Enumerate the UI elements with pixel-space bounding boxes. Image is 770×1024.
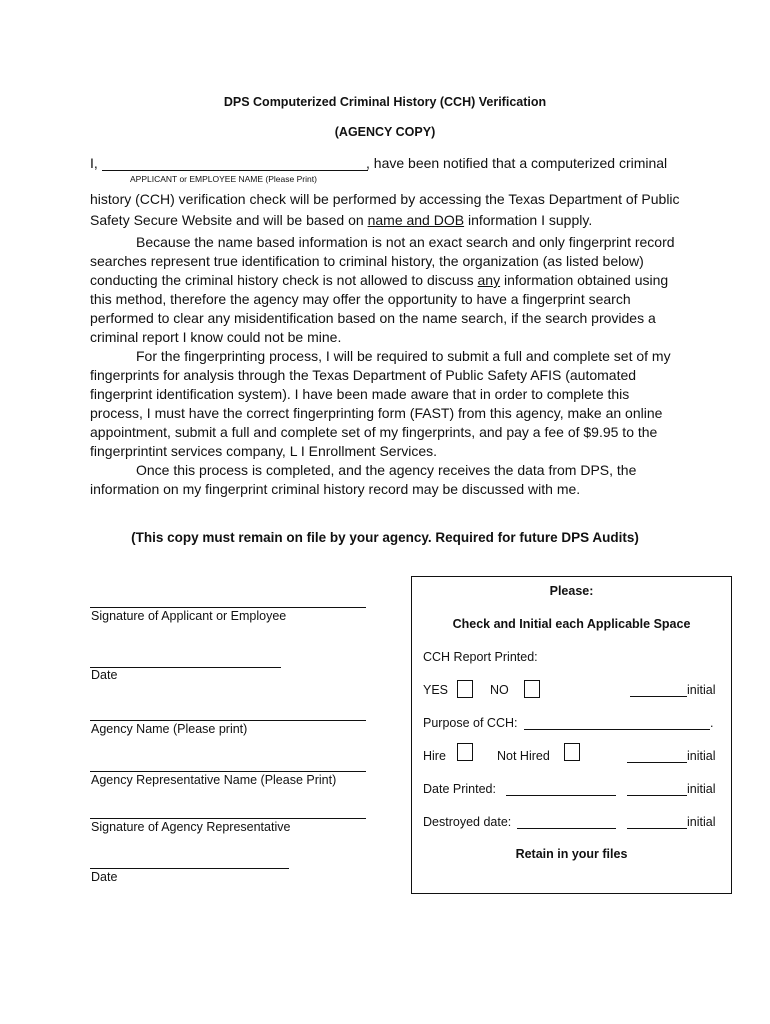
para2-line-3: fingerprint identification system). I have been made aware that in order to complete this xyxy=(90,386,630,402)
agency-date-label: Date xyxy=(91,870,118,884)
para1-line-2: searches represent true identification to criminal history, the organization (as listed below) xyxy=(90,253,644,269)
not-hired-checkbox[interactable] xyxy=(564,743,580,761)
destroyed-date-label: Destroyed date: xyxy=(423,815,512,829)
hire-label: Hire xyxy=(423,749,446,763)
cch-printed-label: CCH Report Printed: xyxy=(423,650,538,664)
yes-label: YES xyxy=(423,683,449,697)
yes-checkbox[interactable] xyxy=(457,680,473,698)
hire-initial-label: initial xyxy=(687,749,716,763)
para2-line-4: process, I must have the correct fingerprinting form (FAST) from this agency, make an online xyxy=(90,405,663,421)
destroyed-date-initial-label: initial xyxy=(687,815,716,829)
hire-initial-line[interactable] xyxy=(627,762,687,763)
not-hired-label: Not Hired xyxy=(497,749,550,763)
checklist-please: Please: xyxy=(549,584,594,598)
applicant-date-line[interactable] xyxy=(90,667,281,668)
agency-rep-signature-line[interactable] xyxy=(90,818,366,819)
cch-printed-initial-line[interactable] xyxy=(630,696,687,697)
applicant-name-caption: APPLICANT or EMPLOYEE NAME (Please Print) xyxy=(130,174,317,184)
intro-line-3-end: information I supply. xyxy=(464,212,593,228)
applicant-date-label: Date xyxy=(91,668,118,682)
purpose-end: . xyxy=(710,716,714,730)
para2-line-1: For the fingerprinting process, I will be required to submit a full and complete set of my xyxy=(136,348,671,364)
para1-line-5: performed to clear any misidentification based on the name search, if the search provides a xyxy=(90,310,656,326)
any-emphasis: any xyxy=(477,272,501,288)
para3-line-2: information on my fingerprint criminal history record may be discussed with me. xyxy=(90,481,581,497)
agency-rep-signature-label: Signature of Agency Representative xyxy=(91,820,291,834)
para1-line-1: Because the name based information is not an exact search and only fingerprint record xyxy=(136,234,675,250)
agency-date-line[interactable] xyxy=(90,868,289,869)
applicant-signature-label: Signature of Applicant or Employee xyxy=(91,609,287,623)
date-printed-initial-label: initial xyxy=(687,782,716,796)
intro-prefix: I, xyxy=(90,155,98,171)
applicant-signature-line[interactable] xyxy=(90,607,366,608)
destroyed-date-initial-line[interactable] xyxy=(627,828,687,829)
page-title: DPS Computerized Criminal History (CCH) Verification xyxy=(223,95,547,109)
intro-suffix: , have been notified that a computerized criminal xyxy=(366,155,668,171)
para2-line-6: fingerprintint services company, L I Enrollment Services. xyxy=(90,443,438,459)
para1-line-3-end: information obtained using xyxy=(500,272,669,288)
agency-rep-name-label: Agency Representative Name (Please Print) xyxy=(91,773,337,787)
para1-line-6: criminal report I know could not be mine. xyxy=(90,329,342,345)
destroyed-date-line[interactable] xyxy=(517,828,616,829)
agency-name-label: Agency Name (Please print) xyxy=(91,722,248,736)
para3-line-1: Once this process is completed, and the agency receives the data from DPS, the xyxy=(136,462,637,478)
agency-rep-name-line[interactable] xyxy=(90,771,366,772)
agency-name-line[interactable] xyxy=(90,720,366,721)
para2-line-2: fingerprints for analysis through the Texas Department of Public Safety AFIS (automated xyxy=(90,367,637,383)
date-printed-line[interactable] xyxy=(506,795,616,796)
cch-printed-initial-label: initial xyxy=(687,683,716,697)
name-and-dob-emphasis: name and DOB xyxy=(367,212,465,228)
para1-line-3 xyxy=(90,271,668,290)
para1-line-3-text: conducting the criminal history check is not allowed to discuss xyxy=(90,272,478,288)
page-subtitle: (AGENCY COPY) xyxy=(334,125,436,139)
para1-line-4: this method, therefore the agency may offer the opportunity to have a fingerprint search xyxy=(90,291,631,307)
no-label: NO xyxy=(490,683,509,697)
para2-line-5: appointment, submit a full and complete set of my fingerprints, and pay a fee of $9.95 to the xyxy=(90,424,658,440)
date-printed-initial-line[interactable] xyxy=(627,795,687,796)
intro-line-3 xyxy=(90,211,592,230)
intro-line-2: history (CCH) verification check will be performed by accessing the Texas Department of Public xyxy=(90,191,680,207)
no-checkbox[interactable] xyxy=(524,680,540,698)
retain-note: Retain in your files xyxy=(515,847,628,861)
purpose-input-line[interactable] xyxy=(524,729,710,730)
purpose-label: Purpose of CCH: xyxy=(423,716,518,730)
checklist-instruction: Check and Initial each Applicable Space xyxy=(452,617,691,631)
date-printed-label: Date Printed: xyxy=(423,782,496,796)
hire-checkbox[interactable] xyxy=(457,743,473,761)
audit-notice: (This copy must remain on file by your agency. Required for future DPS Audits) xyxy=(131,530,639,545)
intro-line-3-text: Safety Secure Website and will be based on xyxy=(90,212,368,228)
applicant-name-field[interactable] xyxy=(102,170,368,171)
